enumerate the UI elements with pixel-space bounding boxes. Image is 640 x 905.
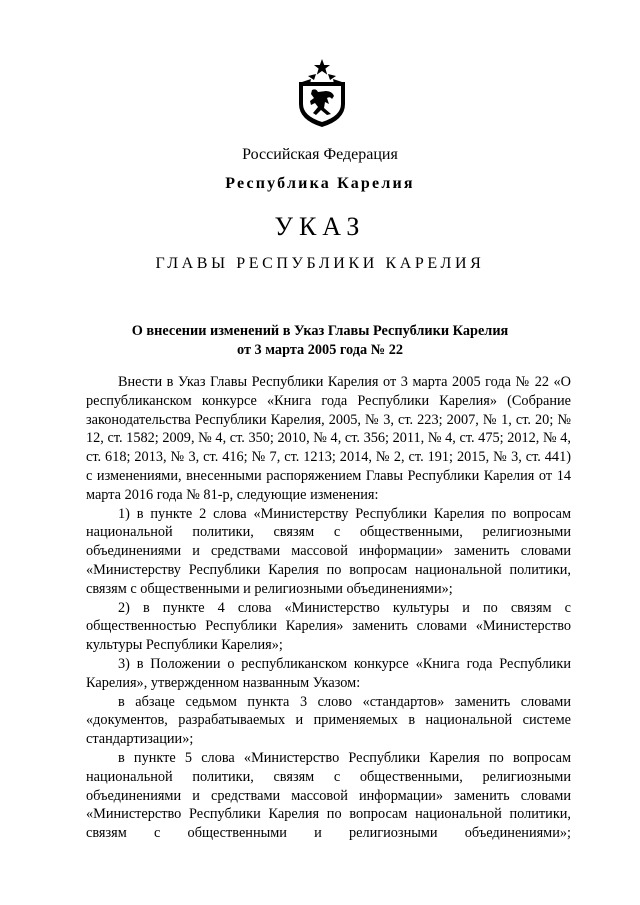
amendment-item-2: 2) в пункте 4 слова «Министерство культуры и по связям с общественностью Республики Карелия» заменить словами «Министерство культуры Республики Карелия»; <box>86 599 571 654</box>
amendment-item-1: 1) в пункте 2 слова «Министерству Республики Карелия по вопросам национальной политики, связям с общественными, религиозными объединениями и средствами массовой информации» заменить словами «Министерству Республики Карелия по вопросам национальной политики, связям с общественными и религиозными объединениями»; <box>86 505 571 597</box>
republic-heading: Республика Карелия <box>225 175 415 192</box>
decree-title-line-1: О внесении изменений в Указ Главы Республики Карелия <box>131 323 509 339</box>
amendment-item-3a: в абзаце седьмом пункта 3 слово «стандартов» заменить словами «документов, разрабатываемых и применяемых в национальной системе стандартизации»; <box>86 693 571 748</box>
federation-heading: Российская Федерация <box>242 146 398 163</box>
karelia-coat-of-arms-icon <box>296 58 348 128</box>
issuer-heading: ГЛАВЫ РЕСПУБЛИКИ КАРЕЛИЯ <box>155 255 485 272</box>
body-intro-paragraph: Внести в Указ Главы Республики Карелия от 3 марта 2005 года № 22 «О республиканском конкурсе «Книга года Республики Карелия» (Собрание законодательства Республики Карелия, 2005, № 3, ст. 223; 2007, № 1, ст. 20; № 12, ст. 1582; 2009, № 4, ст. 350; 2010, № 4, ст. 356; 2011, № 4, ст. 475; 2012, № 4, ст. 618; 2013, № 3, ст. 416; № 7, ст. 1213; 2014, № 2, ст. 191; 2015, № 3, ст. 441) с изменениями, внесенными распоряжением Главы Республики Карелия от 14 марта 2016 года № 81-р, следующие изменения: <box>86 374 571 503</box>
amendment-item-3: 3) в Положении о республиканском конкурсе «Книга года Республики Карелия», утвержденном названным Указом: <box>86 655 571 691</box>
amendment-item-3b: в пункте 5 слова «Министерство Республики Карелия по вопросам национальной политики, связям с общественными, религиозными объединениями и средствами массовой информации» заменить словами «Министерство Республики Карелия по вопросам национальной политики, связям с общественными и религиозными объединениями»; <box>86 749 571 842</box>
decree-title-line-2: от 3 марта 2005 года № 22 <box>237 342 403 358</box>
decree-body <box>86 373 571 843</box>
document-type-heading: УКАЗ <box>274 212 366 241</box>
